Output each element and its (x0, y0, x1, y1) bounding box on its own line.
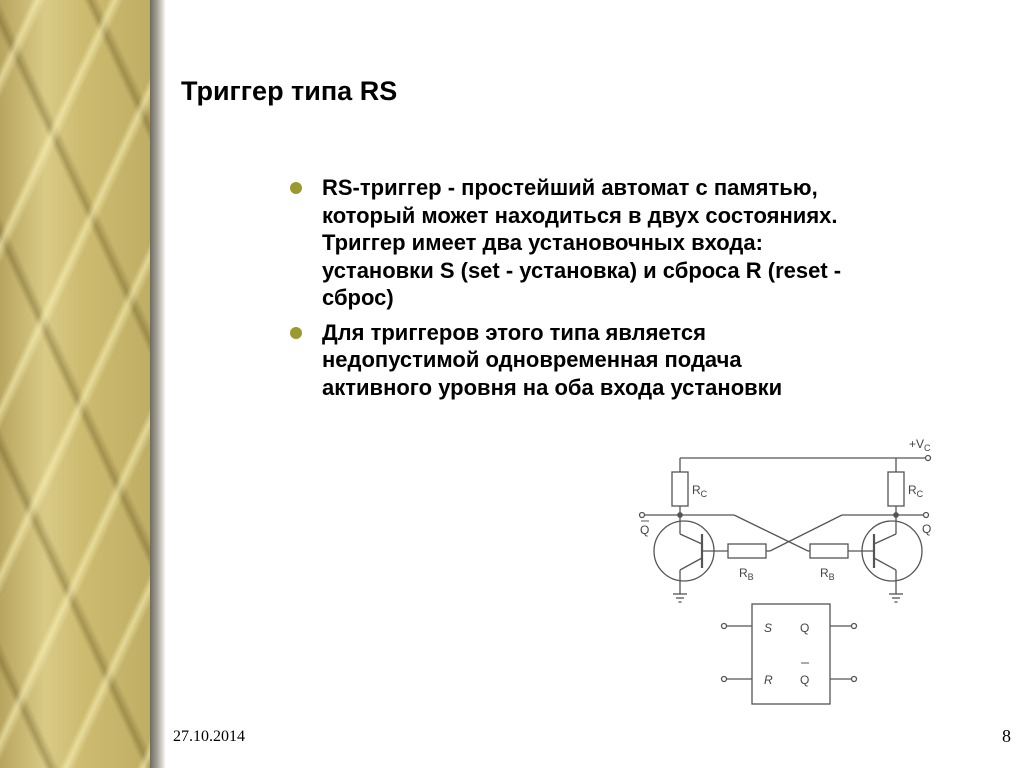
r-input-terminal (722, 677, 727, 682)
block-q-label: Q (800, 621, 810, 635)
block-q-bar-label: Q (800, 673, 810, 687)
q-bar-block-output-terminal (852, 677, 857, 682)
q-output-terminal (924, 513, 929, 518)
collector-resistor-right (888, 472, 904, 506)
bullet-list (288, 174, 848, 408)
bullet-dot-icon (290, 182, 302, 194)
page-number: 8 (1002, 726, 1011, 746)
base-resistor-left (728, 544, 766, 558)
bullet-text: RS-триггер - простейший автомат с памятью, который может находиться в двух состояниях. Триггер имеет два установочных входа: установки S (set - установка) и сброса R (reset - сброс) (322, 175, 842, 310)
q-bar-output-terminal (640, 513, 645, 518)
supply-label: $+V_C$ (909, 437, 931, 453)
rb-label-right: $R_B$ (820, 566, 835, 582)
q-label: Q (922, 522, 932, 536)
collector-resistor-left (672, 472, 688, 506)
rs-trigger-circuit-diagram (630, 436, 960, 716)
s-input-terminal (722, 624, 727, 629)
rc-label-left: $R_C$ (692, 483, 708, 499)
base-resistor-right (810, 544, 848, 558)
decorative-side-band (0, 0, 150, 768)
supply-terminal (926, 456, 931, 461)
block-s-label: S (764, 621, 773, 635)
bullet-item (288, 174, 848, 312)
bullet-dot-icon (290, 327, 302, 339)
side-band-shadow (150, 0, 166, 768)
footer-date: 27.10.2014 (173, 728, 245, 745)
bullet-text: Для триггеров этого типа является недопустимой одновременная подача активного уровня на оба входа установки (322, 319, 783, 400)
q-bar-label: Q (640, 523, 650, 537)
rb-label-left: $R_B$ (739, 566, 754, 582)
rs-trigger-block (752, 604, 830, 704)
rc-label-right: $R_C$ (908, 483, 924, 499)
q-block-output-terminal (852, 624, 857, 629)
bullet-item (288, 319, 848, 402)
block-r-label: R (764, 673, 773, 687)
slide-title: Триггер типа RS (181, 76, 398, 106)
